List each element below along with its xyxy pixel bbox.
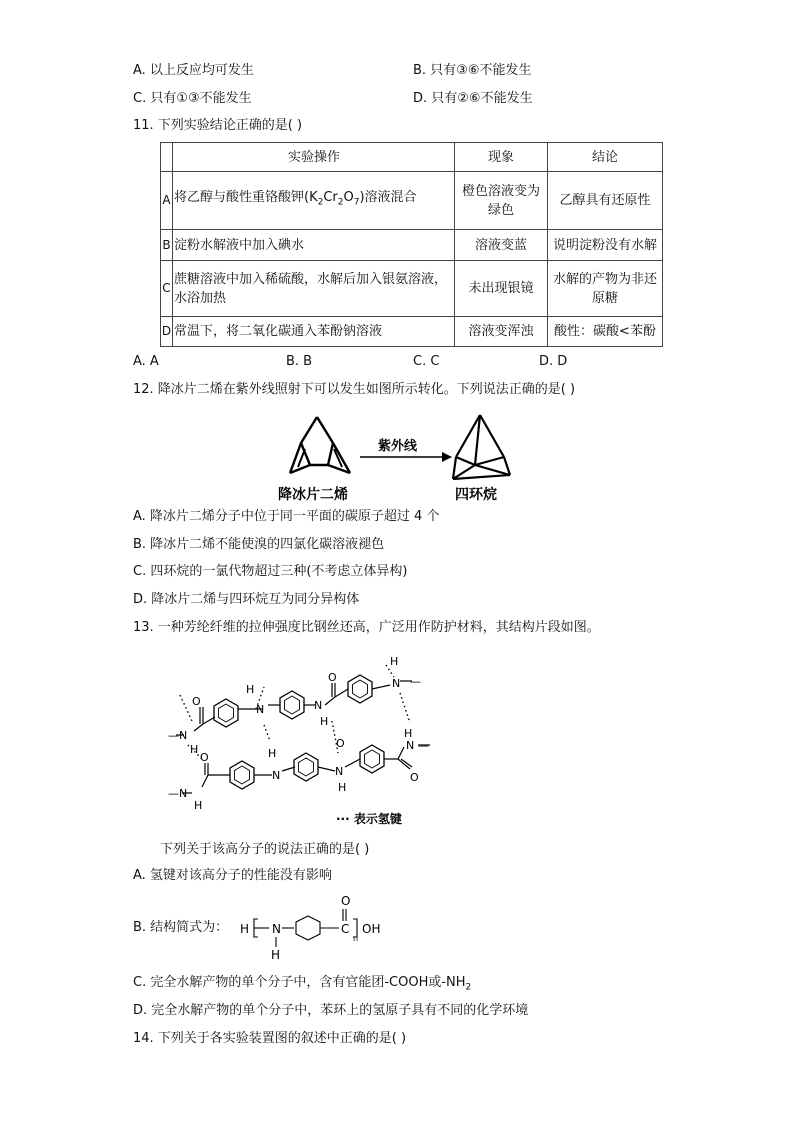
q14-stem: 14. 下列关于各实验装置图的叙述中正确的是( ) [133, 1031, 407, 1046]
svg-text:—: — [410, 675, 421, 688]
row-operation: 蔗糖溶液中加入稀硫酸，水解后加入银氨溶液， 水浴加热 [173, 261, 455, 317]
q10-option-c: C. 只有①③不能发生 [133, 91, 252, 106]
svg-text:O: O [336, 737, 345, 750]
svg-text:H: H [268, 747, 277, 760]
upper-polymer-chain [176, 681, 412, 735]
svg-text:O: O [410, 771, 419, 784]
atom-labels [168, 655, 429, 812]
q10-option-d: D. 只有②⑥不能发生 [413, 91, 533, 106]
row-operation: 将乙醇与酸性重铬酸钾$(K_2Cr_2O_7)$溶液混合 [173, 172, 455, 230]
row-phenomenon: 未出现银镜 [455, 261, 548, 317]
q11-option-c: C. C [413, 354, 440, 369]
table-row [161, 317, 663, 347]
row-letter: D [161, 317, 173, 347]
svg-text:N: N [392, 677, 401, 690]
row-operation: 淀粉水解液中加入碘水 [173, 230, 455, 261]
table-row [161, 230, 663, 261]
q13-option-d: D. 完全水解产物的单个分子中，苯环上的氢原子具有不同的化学环境 [133, 1003, 529, 1018]
q13-option-a: A. 氢键对该高分子的性能没有影响 [133, 868, 332, 883]
row-conclusion: 酸性：碳酸<苯酚 [548, 317, 663, 347]
svg-text:H: H [320, 715, 329, 728]
q10-option-b: B. 只有③⑥不能发生 [413, 63, 532, 78]
q12-option-d: D. 降冰片二烯与四环烷互为同分异构体 [133, 592, 360, 607]
q12-stem: 12. 降冰片二烯在紫外线照射下可以发生如图所示转化。下列说法正确的是( ) [133, 382, 576, 397]
svg-text:n: n [353, 934, 359, 943]
svg-text:O: O [200, 751, 209, 764]
header-conclusion: 结论 [548, 143, 663, 172]
arrow-head-icon [442, 452, 452, 462]
svg-text:H: H [246, 683, 255, 696]
svg-text:—: — [418, 739, 429, 752]
table-row [161, 261, 663, 317]
svg-text:H: H [271, 948, 281, 962]
uv-label: 紫外线 [378, 439, 418, 454]
row-phenomenon: 溶液变蓝 [455, 230, 548, 261]
row-phenomenon: 橙色溶液变为 绿色 [455, 172, 548, 230]
experiment-table [160, 142, 663, 347]
repeat-unit-formula [238, 893, 388, 965]
table-row [161, 172, 663, 230]
q12-option-c: C. 四环烷的一氯代物超过三种(不考虑立体异构) [133, 564, 408, 579]
q11-option-b: B. B [286, 354, 313, 369]
quadricyclane-structure [453, 415, 510, 479]
aramid-fiber-structure-diagram [160, 645, 450, 830]
svg-text:N: N [272, 922, 281, 936]
row-letter: C [161, 261, 173, 317]
svg-text:H: H [338, 781, 347, 794]
svg-text:OH: OH [362, 922, 381, 936]
svg-text:N: N [272, 769, 281, 782]
q13-sub-stem: 下列关于该高分子的说法正确的是( ) [160, 842, 370, 857]
row-operation: 常温下，将二氧化碳通入苯酚钠溶液 [173, 317, 455, 347]
q12-option-b: B. 降冰片二烯不能使溴的四氯化碳溶液褪色 [133, 537, 385, 552]
svg-text:H: H [194, 799, 203, 812]
q11-option-a: A. A [133, 354, 159, 369]
svg-text:O: O [328, 671, 337, 684]
q13-option-c: C. 完全水解产物的单个分子中，含有官能团-COOH或$-NH_2$ [133, 975, 472, 993]
row-conclusion: 水解的产物为非还 原糖 [548, 261, 663, 317]
svg-text:H: H [390, 655, 399, 668]
svg-text:H: H [240, 922, 250, 936]
row-letter: B [161, 230, 173, 261]
svg-text:N: N [335, 765, 344, 778]
q11-option-d: D. D [539, 354, 568, 369]
q11-stem: 11. 下列实验结论正确的是( ) [133, 118, 303, 133]
svg-text:—N: —N [168, 787, 188, 800]
row-conclusion: 说明淀粉没有水解 [548, 230, 663, 261]
row-phenomenon: 溶液变浑浊 [455, 317, 548, 347]
header-phenomenon: 现象 [455, 143, 548, 172]
svg-text:C: C [341, 922, 350, 936]
row-conclusion: 乙醇具有还原性 [548, 172, 663, 230]
hydrogen-bond-legend: ··· 表示氢键 [336, 812, 402, 826]
q12-option-a: A. 降冰片二烯分子中位于同一平面的碳原子超过 4 个 [133, 509, 440, 524]
table-header-row [161, 143, 663, 172]
q13-stem: 13. 一种芳纶纤维的拉伸强度比钢丝还高，广泛用作防护材料，其结构片段如图。 [133, 620, 600, 635]
svg-text:N: N [406, 739, 415, 752]
q10-option-a: A. 以上反应均可发生 [133, 63, 254, 78]
svg-text:H: H [190, 743, 199, 756]
lower-polymer-chain [182, 745, 430, 793]
svg-text:N: N [256, 703, 265, 716]
svg-text:N: N [314, 699, 323, 712]
row-letter: A [161, 172, 173, 230]
svg-text:H: H [404, 727, 413, 740]
q13-option-b-label: B. 结构简式为： [133, 920, 229, 935]
header-operation: 实验操作 [173, 143, 455, 172]
svg-text:—N: —N [168, 729, 188, 742]
svg-text:O: O [341, 894, 351, 908]
svg-text:O: O [192, 695, 201, 708]
norbornadiene-label: 降冰片二烯 [278, 487, 348, 503]
quadricyclane-label: 四环烷 [455, 487, 497, 503]
norbornadiene-reaction-diagram [270, 405, 530, 510]
